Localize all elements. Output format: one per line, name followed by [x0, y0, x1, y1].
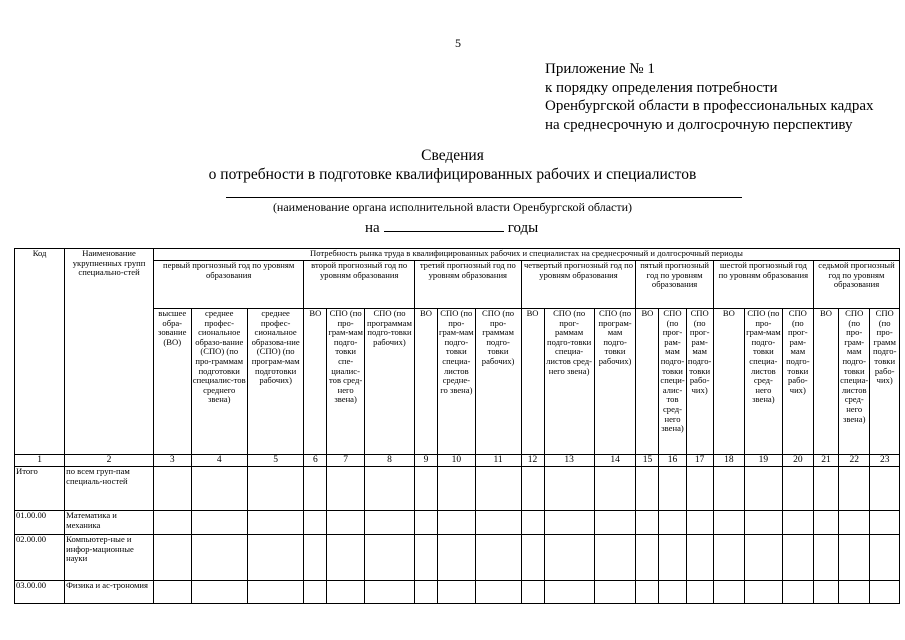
data-cell[interactable]	[247, 511, 303, 535]
data-cell[interactable]	[475, 535, 521, 581]
column-number: 23	[870, 455, 900, 467]
level-header: СПО (по про-грам-мам подго-товки спе-циалис-тов сред-него звена)	[327, 309, 365, 455]
years-prefix: на	[365, 220, 380, 236]
column-number: 13	[544, 455, 594, 467]
data-cell[interactable]	[870, 511, 900, 535]
data-cell[interactable]	[544, 511, 594, 535]
level-header: СПО (по про-граммам подго-товки рабочих)	[475, 309, 521, 455]
data-cell[interactable]	[364, 467, 414, 511]
data-cell[interactable]	[191, 535, 247, 581]
table-row	[15, 467, 900, 511]
column-number: 1	[15, 455, 65, 467]
data-cell[interactable]	[594, 535, 636, 581]
data-cell[interactable]	[659, 467, 686, 511]
level-header: СПО (по про-грам-мам подго-товки специа-листов средне-го звена)	[438, 309, 476, 455]
row-code: Итого	[15, 467, 65, 511]
data-cell[interactable]	[475, 581, 521, 604]
data-cell[interactable]	[153, 535, 191, 581]
data-cell[interactable]	[153, 511, 191, 535]
column-number: 10	[438, 455, 476, 467]
year-header: первый прогнозный год по уровням образования	[153, 261, 303, 309]
data-cell[interactable]	[544, 535, 594, 581]
data-cell[interactable]	[782, 581, 813, 604]
appendix-header	[545, 60, 874, 134]
data-cell[interactable]	[364, 581, 414, 604]
data-cell[interactable]	[636, 511, 659, 535]
needs-table	[14, 248, 900, 604]
column-number-row	[15, 455, 900, 467]
row-code: 02.00.00	[15, 535, 65, 581]
data-cell[interactable]	[636, 467, 659, 511]
appendix-line: к порядку определения потребности	[545, 79, 778, 96]
data-cell[interactable]	[745, 511, 783, 535]
year-header: четвертый прогнозный год по уровням образования	[521, 261, 636, 309]
column-number: 21	[813, 455, 838, 467]
data-cell[interactable]	[327, 581, 365, 604]
data-cell[interactable]	[415, 535, 438, 581]
name-header: Наименование укрупненных групп специально-стей	[65, 249, 154, 455]
table-row	[15, 511, 900, 535]
data-cell[interactable]	[594, 467, 636, 511]
data-cell[interactable]	[713, 581, 744, 604]
years-suffix: годы	[507, 220, 539, 236]
row-code: 03.00.00	[15, 581, 65, 604]
org-name-caption: (наименование органа исполнительной власти Оренбургской области)	[272, 200, 633, 214]
data-cell[interactable]	[438, 581, 476, 604]
data-cell[interactable]	[327, 535, 365, 581]
data-cell[interactable]	[364, 535, 414, 581]
level-header: среднее профес-сиональное образова-ние (СПО) (по програм-мам подготовки рабочих)	[247, 309, 303, 455]
column-number: 16	[659, 455, 686, 467]
document-subtitle: о потребности в подготовке квалифицированных рабочих и специалистов	[208, 166, 697, 183]
data-cell[interactable]	[839, 511, 870, 535]
data-cell[interactable]	[636, 535, 659, 581]
data-cell[interactable]	[153, 581, 191, 604]
column-number: 17	[686, 455, 713, 467]
data-cell[interactable]	[686, 535, 713, 581]
row-name: по всем груп-пам специаль-ностей	[65, 467, 154, 511]
level-header: СПО (по программам подго-товки рабочих)	[364, 309, 414, 455]
level-header: ВО	[636, 309, 659, 455]
level-header: среднее профес-сиональное образо-вание (СПО) (по про-граммам подготовки специалис-тов среднего звена)	[191, 309, 247, 455]
page-number: 5	[455, 36, 461, 50]
level-header: СПО (по прог-рам-мам подго-товки специ-алис-тов сред-него звена)	[659, 309, 686, 455]
level-header: СПО (по прог-раммам подго-товки специа-листов сред-него звена)	[544, 309, 594, 455]
column-number: 22	[839, 455, 870, 467]
data-cell[interactable]	[475, 467, 521, 511]
data-cell[interactable]	[364, 511, 414, 535]
data-cell[interactable]	[745, 581, 783, 604]
data-cell[interactable]	[839, 535, 870, 581]
data-cell[interactable]	[521, 511, 544, 535]
data-cell[interactable]	[475, 511, 521, 535]
level-header: ВО	[304, 309, 327, 455]
document-title: Сведения	[421, 147, 484, 164]
data-cell[interactable]	[191, 581, 247, 604]
level-header: ВО	[813, 309, 838, 455]
data-cell[interactable]	[713, 511, 744, 535]
row-name: Компьютер-ные и инфор-мационные науки	[65, 535, 154, 581]
data-cell[interactable]	[415, 511, 438, 535]
code-header: Код	[15, 249, 65, 455]
column-number: 14	[594, 455, 636, 467]
data-cell[interactable]	[713, 535, 744, 581]
data-cell[interactable]	[247, 467, 303, 511]
column-number: 4	[191, 455, 247, 467]
column-number: 2	[65, 455, 154, 467]
level-header: СПО (по прог-рам-мам подго-товки рабо-чих)	[782, 309, 813, 455]
data-cell[interactable]	[438, 535, 476, 581]
row-code: 01.00.00	[15, 511, 65, 535]
level-header: ВО	[521, 309, 544, 455]
column-number: 3	[153, 455, 191, 467]
data-cell[interactable]	[594, 581, 636, 604]
data-cell[interactable]	[415, 467, 438, 511]
level-header: ВО	[415, 309, 438, 455]
data-cell[interactable]	[870, 581, 900, 604]
data-cell[interactable]	[659, 581, 686, 604]
year-header: пятый прогнозный год по уровням образования	[636, 261, 713, 309]
data-cell[interactable]	[782, 535, 813, 581]
data-cell[interactable]	[327, 511, 365, 535]
column-number: 12	[521, 455, 544, 467]
table-row	[15, 535, 900, 581]
data-cell[interactable]	[813, 535, 838, 581]
data-cell[interactable]	[521, 535, 544, 581]
column-number: 18	[713, 455, 744, 467]
row-name: Физика и ас-трономия	[65, 581, 154, 604]
level-header: СПО (по про-грам-мам подго-товки специа-листов сред-него звена)	[745, 309, 783, 455]
level-header: СПО (по прог-рам-мам подго-товки рабо-чих)	[686, 309, 713, 455]
column-number: 6	[304, 455, 327, 467]
data-cell[interactable]	[782, 467, 813, 511]
data-cell[interactable]	[191, 511, 247, 535]
data-cell[interactable]	[521, 581, 544, 604]
org-name-blank-line	[226, 197, 742, 198]
year-header: седьмой прогнозный год по уровням образования	[813, 261, 899, 309]
data-cell[interactable]	[782, 511, 813, 535]
data-cell[interactable]	[304, 467, 327, 511]
year-header: шестой прогнозный год по уровням образования	[713, 261, 813, 309]
data-cell[interactable]	[745, 467, 783, 511]
data-cell[interactable]	[686, 467, 713, 511]
level-header: высшее обра-зование (ВО)	[153, 309, 191, 455]
data-cell[interactable]	[813, 467, 838, 511]
data-cell[interactable]	[191, 467, 247, 511]
data-cell[interactable]	[636, 581, 659, 604]
year-header: третий прогнозный год по уровням образования	[415, 261, 522, 309]
need-header: Потребность рынка труда в квалифицированных рабочих и специалистах на среднесрочный и долгосрочный периоды	[153, 249, 899, 261]
data-cell[interactable]	[247, 535, 303, 581]
column-number: 5	[247, 455, 303, 467]
data-cell[interactable]	[304, 535, 327, 581]
column-number: 20	[782, 455, 813, 467]
header-row-1	[15, 249, 900, 261]
data-cell[interactable]	[686, 511, 713, 535]
data-cell[interactable]	[304, 511, 327, 535]
level-header: СПО (по про-грамм подго-товки рабо-чих)	[870, 309, 900, 455]
data-cell[interactable]	[544, 581, 594, 604]
years-line	[365, 217, 538, 237]
data-cell[interactable]	[544, 467, 594, 511]
data-cell[interactable]	[438, 511, 476, 535]
data-cell[interactable]	[659, 535, 686, 581]
data-cell[interactable]	[686, 581, 713, 604]
level-header: ВО	[713, 309, 744, 455]
appendix-line: Оренбургской области в профессиональных кадрах	[545, 98, 874, 114]
data-cell[interactable]	[745, 535, 783, 581]
data-cell[interactable]	[813, 511, 838, 535]
data-cell[interactable]	[438, 467, 476, 511]
data-cell[interactable]	[870, 535, 900, 581]
level-header: СПО (по про-грам-мам подго-товки специа-листов сред-него звена)	[839, 309, 870, 455]
data-cell[interactable]	[247, 581, 303, 604]
data-cell[interactable]	[521, 467, 544, 511]
data-cell[interactable]	[415, 581, 438, 604]
column-number: 7	[327, 455, 365, 467]
data-cell[interactable]	[659, 511, 686, 535]
data-cell[interactable]	[327, 467, 365, 511]
appendix-line: Приложение № 1	[545, 61, 655, 77]
data-cell[interactable]	[713, 467, 744, 511]
data-cell[interactable]	[304, 581, 327, 604]
data-cell[interactable]	[153, 467, 191, 511]
column-number: 19	[745, 455, 783, 467]
row-name: Математика и механика	[65, 511, 154, 535]
level-header: СПО (по програм-мам подго-товки рабочих)	[594, 309, 636, 455]
year-header: второй прогнозный год по уровням образования	[304, 261, 415, 309]
years-blank	[384, 217, 504, 232]
data-cell[interactable]	[839, 467, 870, 511]
column-number: 15	[636, 455, 659, 467]
column-number: 8	[364, 455, 414, 467]
data-cell[interactable]	[870, 467, 900, 511]
appendix-line: на среднесрочную и долгосрочную перспективу	[545, 116, 853, 133]
data-cell[interactable]	[813, 581, 838, 604]
column-number: 11	[475, 455, 521, 467]
column-number: 9	[415, 455, 438, 467]
table-row	[15, 581, 900, 604]
data-cell[interactable]	[594, 511, 636, 535]
data-cell[interactable]	[839, 581, 870, 604]
